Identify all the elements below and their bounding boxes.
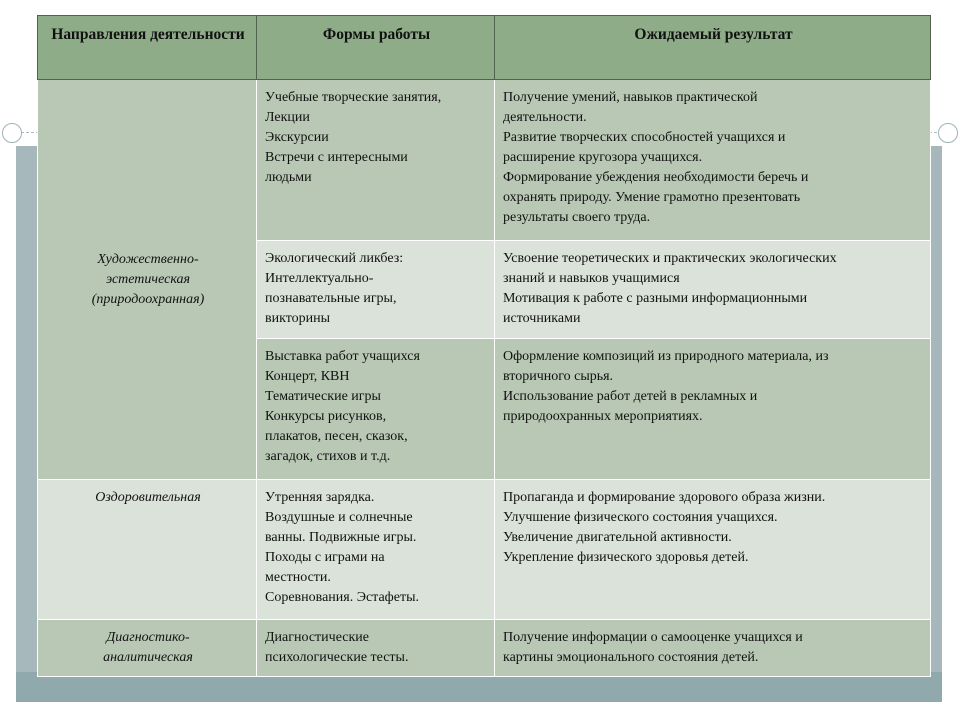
results-cell bbox=[495, 339, 931, 480]
result-item: картины эмоционального состояния детей. bbox=[503, 650, 759, 665]
result-item: расширение кругозора учащихся. bbox=[503, 150, 703, 165]
form-item: местности. bbox=[265, 570, 331, 585]
header-forms bbox=[257, 16, 495, 80]
table-row bbox=[38, 620, 931, 677]
direction-diagnostic bbox=[38, 620, 257, 677]
direction-artistic bbox=[38, 80, 257, 480]
form-item: плакатов, песен, сказок, bbox=[265, 429, 408, 444]
results-cell bbox=[495, 480, 931, 620]
form-item: Учебные творческие занятия, bbox=[265, 90, 442, 105]
direction-text: Оздоровительная bbox=[95, 490, 201, 505]
forms-cell bbox=[257, 620, 495, 677]
activity-table bbox=[37, 15, 931, 677]
result-item: Усвоение теоретических и практических экологических bbox=[503, 251, 837, 266]
result-item: вторичного сырья. bbox=[503, 369, 614, 384]
direction-text: Художественно- bbox=[97, 251, 199, 267]
form-item: людьми bbox=[265, 170, 312, 185]
form-item: Воздушные и солнечные bbox=[265, 510, 413, 525]
result-item: Мотивация к работе с разными информационными bbox=[503, 291, 808, 306]
forms-cell bbox=[257, 480, 495, 620]
form-item: Диагностические bbox=[265, 630, 369, 645]
direction-text: (природоохранная) bbox=[91, 291, 205, 307]
form-item: загадок, стихов и т.д. bbox=[265, 449, 391, 464]
result-item: Получение информации о самооценке учащихся и bbox=[503, 630, 803, 645]
result-item: Укрепление физического здоровья детей. bbox=[503, 550, 749, 565]
form-item: познавательные игры, bbox=[265, 291, 397, 306]
forms-cell bbox=[257, 339, 495, 480]
header-directions bbox=[38, 16, 257, 80]
result-item: Развитие творческих способностей учащихся и bbox=[503, 130, 786, 145]
results-cell bbox=[495, 80, 931, 241]
table-header-row bbox=[38, 16, 931, 80]
form-item: Экологический ликбез: bbox=[265, 251, 404, 266]
form-item: ванны. Подвижные игры. bbox=[265, 530, 417, 545]
result-item: знаний и навыков учащимися bbox=[503, 271, 680, 286]
header-forms-label: Формы работы bbox=[322, 26, 431, 43]
form-item: Тематические игры bbox=[265, 389, 381, 404]
form-item: Лекции bbox=[265, 110, 310, 125]
table-row bbox=[38, 480, 931, 620]
forms-cell bbox=[257, 80, 495, 241]
form-item: Концерт, КВН bbox=[265, 369, 350, 384]
form-item: Интеллектуально- bbox=[265, 271, 374, 286]
header-results bbox=[495, 16, 931, 80]
table-row bbox=[38, 80, 931, 241]
right-circle-decoration bbox=[938, 123, 958, 143]
form-item: Конкурсы рисунков, bbox=[265, 409, 387, 424]
result-item: Улучшение физического состояния учащихся. bbox=[503, 510, 778, 525]
form-item: психологические тесты. bbox=[265, 650, 409, 665]
result-item: Оформление композиций из природного материала, из bbox=[503, 349, 829, 364]
result-item: источниками bbox=[503, 311, 581, 326]
result-item: Получение умений, навыков практической bbox=[503, 90, 758, 105]
forms-cell bbox=[257, 241, 495, 339]
form-item: Экскурсии bbox=[265, 130, 329, 145]
left-circle-decoration bbox=[2, 123, 22, 143]
direction-health bbox=[38, 480, 257, 620]
form-item: викторины bbox=[265, 311, 331, 326]
form-item: Соревнования. Эстафеты. bbox=[265, 590, 419, 605]
result-item: Увеличение двигательной активности. bbox=[503, 530, 732, 545]
result-item: Пропаганда и формирование здорового образа жизни. bbox=[503, 490, 826, 505]
direction-text: аналитическая bbox=[103, 650, 193, 665]
result-item: Формирование убеждения необходимости беречь и bbox=[503, 170, 809, 185]
header-results-label: Ожидаемый результат bbox=[634, 26, 793, 43]
direction-text: Диагностико- bbox=[106, 630, 190, 645]
result-item: природоохранных мероприятиях. bbox=[503, 409, 703, 424]
direction-text: эстетическая bbox=[105, 271, 191, 287]
results-cell bbox=[495, 241, 931, 339]
form-item: Утренняя зарядка. bbox=[265, 490, 375, 505]
result-item: деятельности. bbox=[503, 110, 587, 125]
header-directions-label: Направления деятельности bbox=[51, 26, 245, 43]
result-item: охранять природу. Умение грамотно презентовать bbox=[503, 190, 801, 205]
result-item: результаты своего труда. bbox=[503, 210, 651, 225]
form-item: Встречи с интересными bbox=[265, 150, 408, 165]
result-item: Использование работ детей в рекламных и bbox=[503, 389, 758, 404]
results-cell bbox=[495, 620, 931, 677]
form-item: Выставка работ учащихся bbox=[265, 349, 420, 364]
form-item: Походы с играми на bbox=[265, 550, 385, 565]
